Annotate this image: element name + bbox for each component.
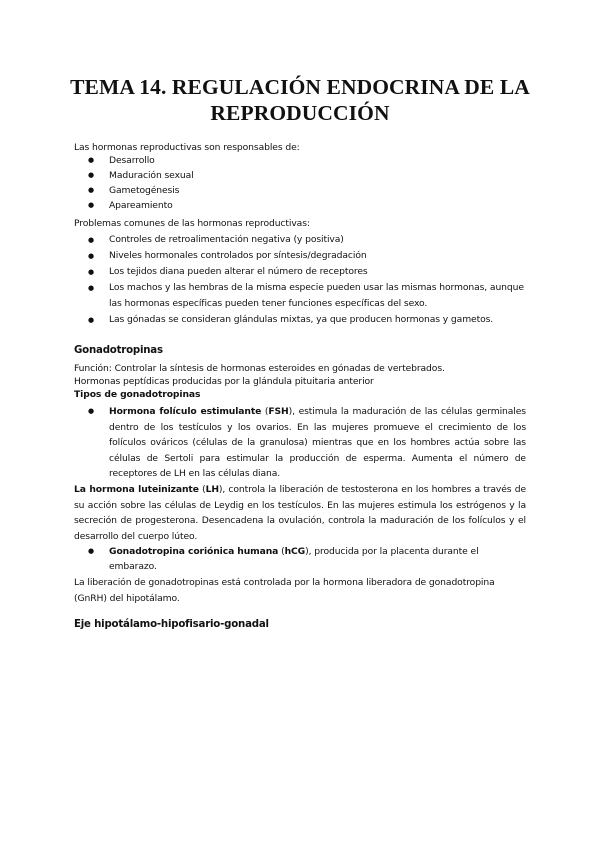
intro-heading: Las hormonas reproductivas son responsables de: [74, 142, 300, 153]
list-item: ● Niveles hormonales controlados por síntesis/degradación [74, 248, 526, 264]
problems-heading: Problemas comunes de las hormonas reproductivas: [74, 218, 310, 229]
hcg-name: Gonadotropina coriónica humana [109, 546, 279, 557]
fsh-paren: ( [261, 406, 269, 417]
hcg-list [74, 544, 526, 574]
peptidicas-text: Hormonas peptídicas producidas por la glándula pituitaria anterior [74, 376, 374, 387]
lh-name: La hormona luteinizante [74, 484, 199, 495]
lh-abbr: LH [205, 484, 219, 495]
liberacion-text: La liberación de gonadotropinas está controlada por la hormona liberadora de gonadotropina (GnRH) del hipotálamo. [74, 577, 495, 604]
fsh-abbr: FSH [268, 406, 289, 417]
section-heading-eje: Eje hipotálamo-hipofisario-gonadal [74, 619, 269, 630]
section-heading-gonadotropinas: Gonadotropinas [74, 345, 163, 356]
list-item [74, 544, 526, 574]
list-item [74, 404, 526, 482]
hcg-text: ), producida por la placenta durante el embarazo. [109, 546, 479, 572]
list-item: ● Desarrollo [74, 153, 526, 168]
intro-list [74, 153, 526, 213]
page-title-line-1: TEMA 14. REGULACIÓN ENDOCRINA DE LA [70, 75, 530, 99]
problems-list [74, 232, 526, 328]
fsh-name: Hormona folículo estimulante [109, 406, 262, 417]
hcg-abbr: hCG [284, 546, 306, 557]
lh-paragraph [74, 482, 526, 544]
lh-paren: ( [198, 484, 206, 495]
hcg-paren: ( [278, 546, 285, 557]
lh-text: ), controla la liberación de testosterona en los hombres a través de su acción sobre las células de Leydig en los testículos. En las mujeres estimula los estrógenos y la secreción de progesterona. Desencadena la ovulación, controla la maduración de los folículos y el desarrollo del cuerpo lúteo. [74, 484, 527, 542]
tipos-heading: Tipos de gonadotropinas [74, 389, 201, 400]
fsh-list [74, 404, 526, 482]
list-item: ● Controles de retroalimentación negativa (y positiva) [74, 232, 526, 248]
page-title [40, 74, 560, 126]
funcion-text: Función: Controlar la síntesis de hormonas esteroides en gónadas de vertebrados. [74, 363, 445, 374]
list-item: ● Apareamiento [74, 198, 526, 213]
list-item: ● Los tejidos diana pueden alterar el número de receptores [74, 264, 526, 280]
fsh-text: ), estimula la maduración de las células germinales dentro de los testículos y los ovarios. En las mujeres promueve el crecimiento de los folículos ováricos (células de la granulosa) mientras que en los hombres actúa sobre las células de Sertoli para estimular la producción de esperma. Aumenta el número de receptores de LH en las células diana. [109, 406, 526, 479]
list-item: ● Gametogénesis [74, 183, 526, 198]
list-item: ● Maduración sexual [74, 168, 526, 183]
list-item: ● Los machos y las hembras de la misma especie pueden usar las mismas hormonas, aunque las hormonas específicas pueden tener funciones específicas del sexo. [74, 280, 526, 312]
page-title-line-2: REPRODUCCIÓN [210, 101, 390, 125]
list-item: ● Las gónadas se consideran glándulas mixtas, ya que producen hormonas y gametos. [74, 312, 526, 328]
